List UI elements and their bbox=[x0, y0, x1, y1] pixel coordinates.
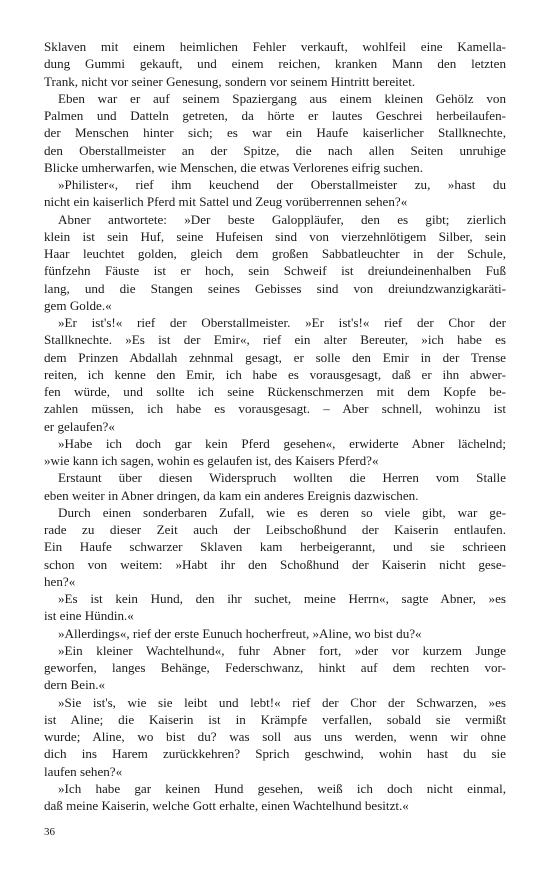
text-line: Ein Haufe schwarzer Sklaven kam herbeigerannt, und sie schrieen bbox=[44, 539, 506, 555]
text-line: »Ich habe gar keinen Hund gesehen, weiß ich doch nicht einmal, bbox=[58, 780, 506, 796]
text-line: ist eine Hündin.« bbox=[44, 608, 134, 624]
text-line: gem Golde.« bbox=[44, 297, 112, 313]
text-line: nicht ein kaiserlich Pferd mit Sattel und Zeug vorüberrennen sehen?« bbox=[44, 194, 408, 210]
text-line: reiten, ich kenne den Emir, ich habe es vorausgesagt, daß er ihn abwer- bbox=[44, 366, 506, 382]
text-line: daß meine Kaiserin, welche Gott erhalte, einen Wachtelhund besitzt.« bbox=[44, 798, 409, 813]
text-line: Durch einen sonderbaren Zufall, wie es deren so viele gibt, war ge- bbox=[58, 504, 506, 520]
text-line: Haar leuchtet golden, gleich dem großen Sabbatleuchter in der Schule, bbox=[44, 246, 506, 261]
text-line: er gelaufen?« bbox=[44, 418, 115, 434]
text-line: »Allerdings«, rief der erste Eunuch hocherfreut, »Aline, wo bist du?« bbox=[58, 625, 422, 641]
text-line: Abner antwortete: »Der beste Galoppläufer, den es gibt; zierlich bbox=[58, 211, 506, 227]
text-line: wurde; Aline, wo bist du? was soll aus uns werden, wenn wir ohne bbox=[44, 729, 506, 744]
text-line: schon von weitem: »Habt ihr den Schoßhund der Kaiserin nicht gese- bbox=[44, 556, 506, 572]
page-number: 36 bbox=[44, 826, 55, 838]
text-line: hen?« bbox=[44, 573, 76, 589]
text-line: dem Prinzen Abdallah zehnmal gesagt, er solle den Emir in der Trense bbox=[44, 349, 506, 365]
text-line: Palmen und Datteln getreten, da hörte er lautes Geschrei herbeilaufen- bbox=[44, 108, 506, 123]
text-line: dern Bein.« bbox=[44, 677, 106, 693]
text-line: fen würde, und sollte ich seine Rückenschmerzen mit dem Kopfe be- bbox=[44, 384, 506, 399]
text-line: »Sie ist's, wie sie leibt und lebt!« rief der Chor der Schwarzen, »es bbox=[58, 694, 506, 710]
text-line: »wie kann ich sagen, wohin es gelaufen ist, des Kaisers Pferd?« bbox=[44, 453, 379, 468]
text-line: fünfzehn Fäuste ist er hoch, sein Schweif ist dreiundeinenhalben Fuß bbox=[44, 263, 506, 279]
text-line: Stallknechte. »Es ist der Emir«, rief ein alter Bereuter, »ich habe es bbox=[44, 332, 506, 348]
text-line: den Oberstallmeister an der Spitze, die nach allen Seiten unruhige bbox=[44, 142, 506, 158]
text-line: »Er ist's!« rief der Oberstallmeister. »Er ist's!« rief der Chor der bbox=[58, 315, 506, 330]
text-line: dich ins Harem zurückkehren? Sprich geschwind, wohin hast du sie bbox=[44, 746, 506, 762]
text-line: zahlen müssen, ich habe es vorausgesagt. – Aber schnell, wohinzu ist bbox=[44, 401, 506, 417]
text-line: lang, und die Stangen seines Gebisses sind von dreiundzwanzigkaräti- bbox=[44, 280, 506, 296]
text-line: »Habe ich doch gar kein Pferd gesehen«, erwiderte Abner lächelnd; bbox=[58, 435, 506, 451]
text-line: »Es ist kein Hund, den ihr suchet, meine Herrn«, sagte Abner, »es bbox=[58, 591, 506, 606]
text-line: dung Gummi gekauft, und einem reichen, kranken Mann den letzten bbox=[44, 56, 506, 72]
text-line: Erstaunt über diesen Widerspruch wollten die Herren vom Stalle bbox=[58, 470, 506, 486]
text-line: ist Aline; die Kaiserin ist in Krämpfe verfallen, sobald sie vermißt bbox=[44, 711, 506, 727]
text-line: laufen sehen?« bbox=[44, 763, 123, 779]
text-line: Sklaven mit einem heimlichen Fehler verkauft, wohlfeil eine Kamella- bbox=[44, 39, 506, 54]
text-line: Eben war er auf seinem Spaziergang aus einem kleinen Gehölz von bbox=[58, 90, 506, 106]
text-line: »Ein kleiner Wachtelhund«, fuhr Abner fort, »der vor kurzem Junge bbox=[58, 642, 506, 658]
text-line: Trank, nicht vor seiner Genesung, sondern vor seinem Hintritt bereitet. bbox=[44, 73, 416, 89]
text-line: klein ist sein Huf, seine Hufeisen sind von vierzehnlötigem Silber, sein bbox=[44, 228, 506, 244]
text-line: rade zu dieser Zeit auch der Leibschoßhund der Kaiserin entlaufen. bbox=[44, 522, 506, 537]
page-body-text bbox=[44, 38, 506, 814]
text-line: der Menschen hinter sich; es war ein Haufe kaiserlicher Stallknechte, bbox=[44, 125, 506, 141]
text-line: Blicke umherwarfen, wie Menschen, die etwas Verlorenes eifrig suchen. bbox=[44, 159, 423, 175]
text-line: geworfen, langes Behänge, Federschwanz, hinkt auf dem rechten vor- bbox=[44, 660, 506, 675]
text-line: eben weiter in Abner dringen, da kam ein anderes Ereignis dazwischen. bbox=[44, 487, 419, 503]
text-line: »Philister«, rief ihm keuchend der Oberstallmeister zu, »hast du bbox=[58, 177, 506, 192]
